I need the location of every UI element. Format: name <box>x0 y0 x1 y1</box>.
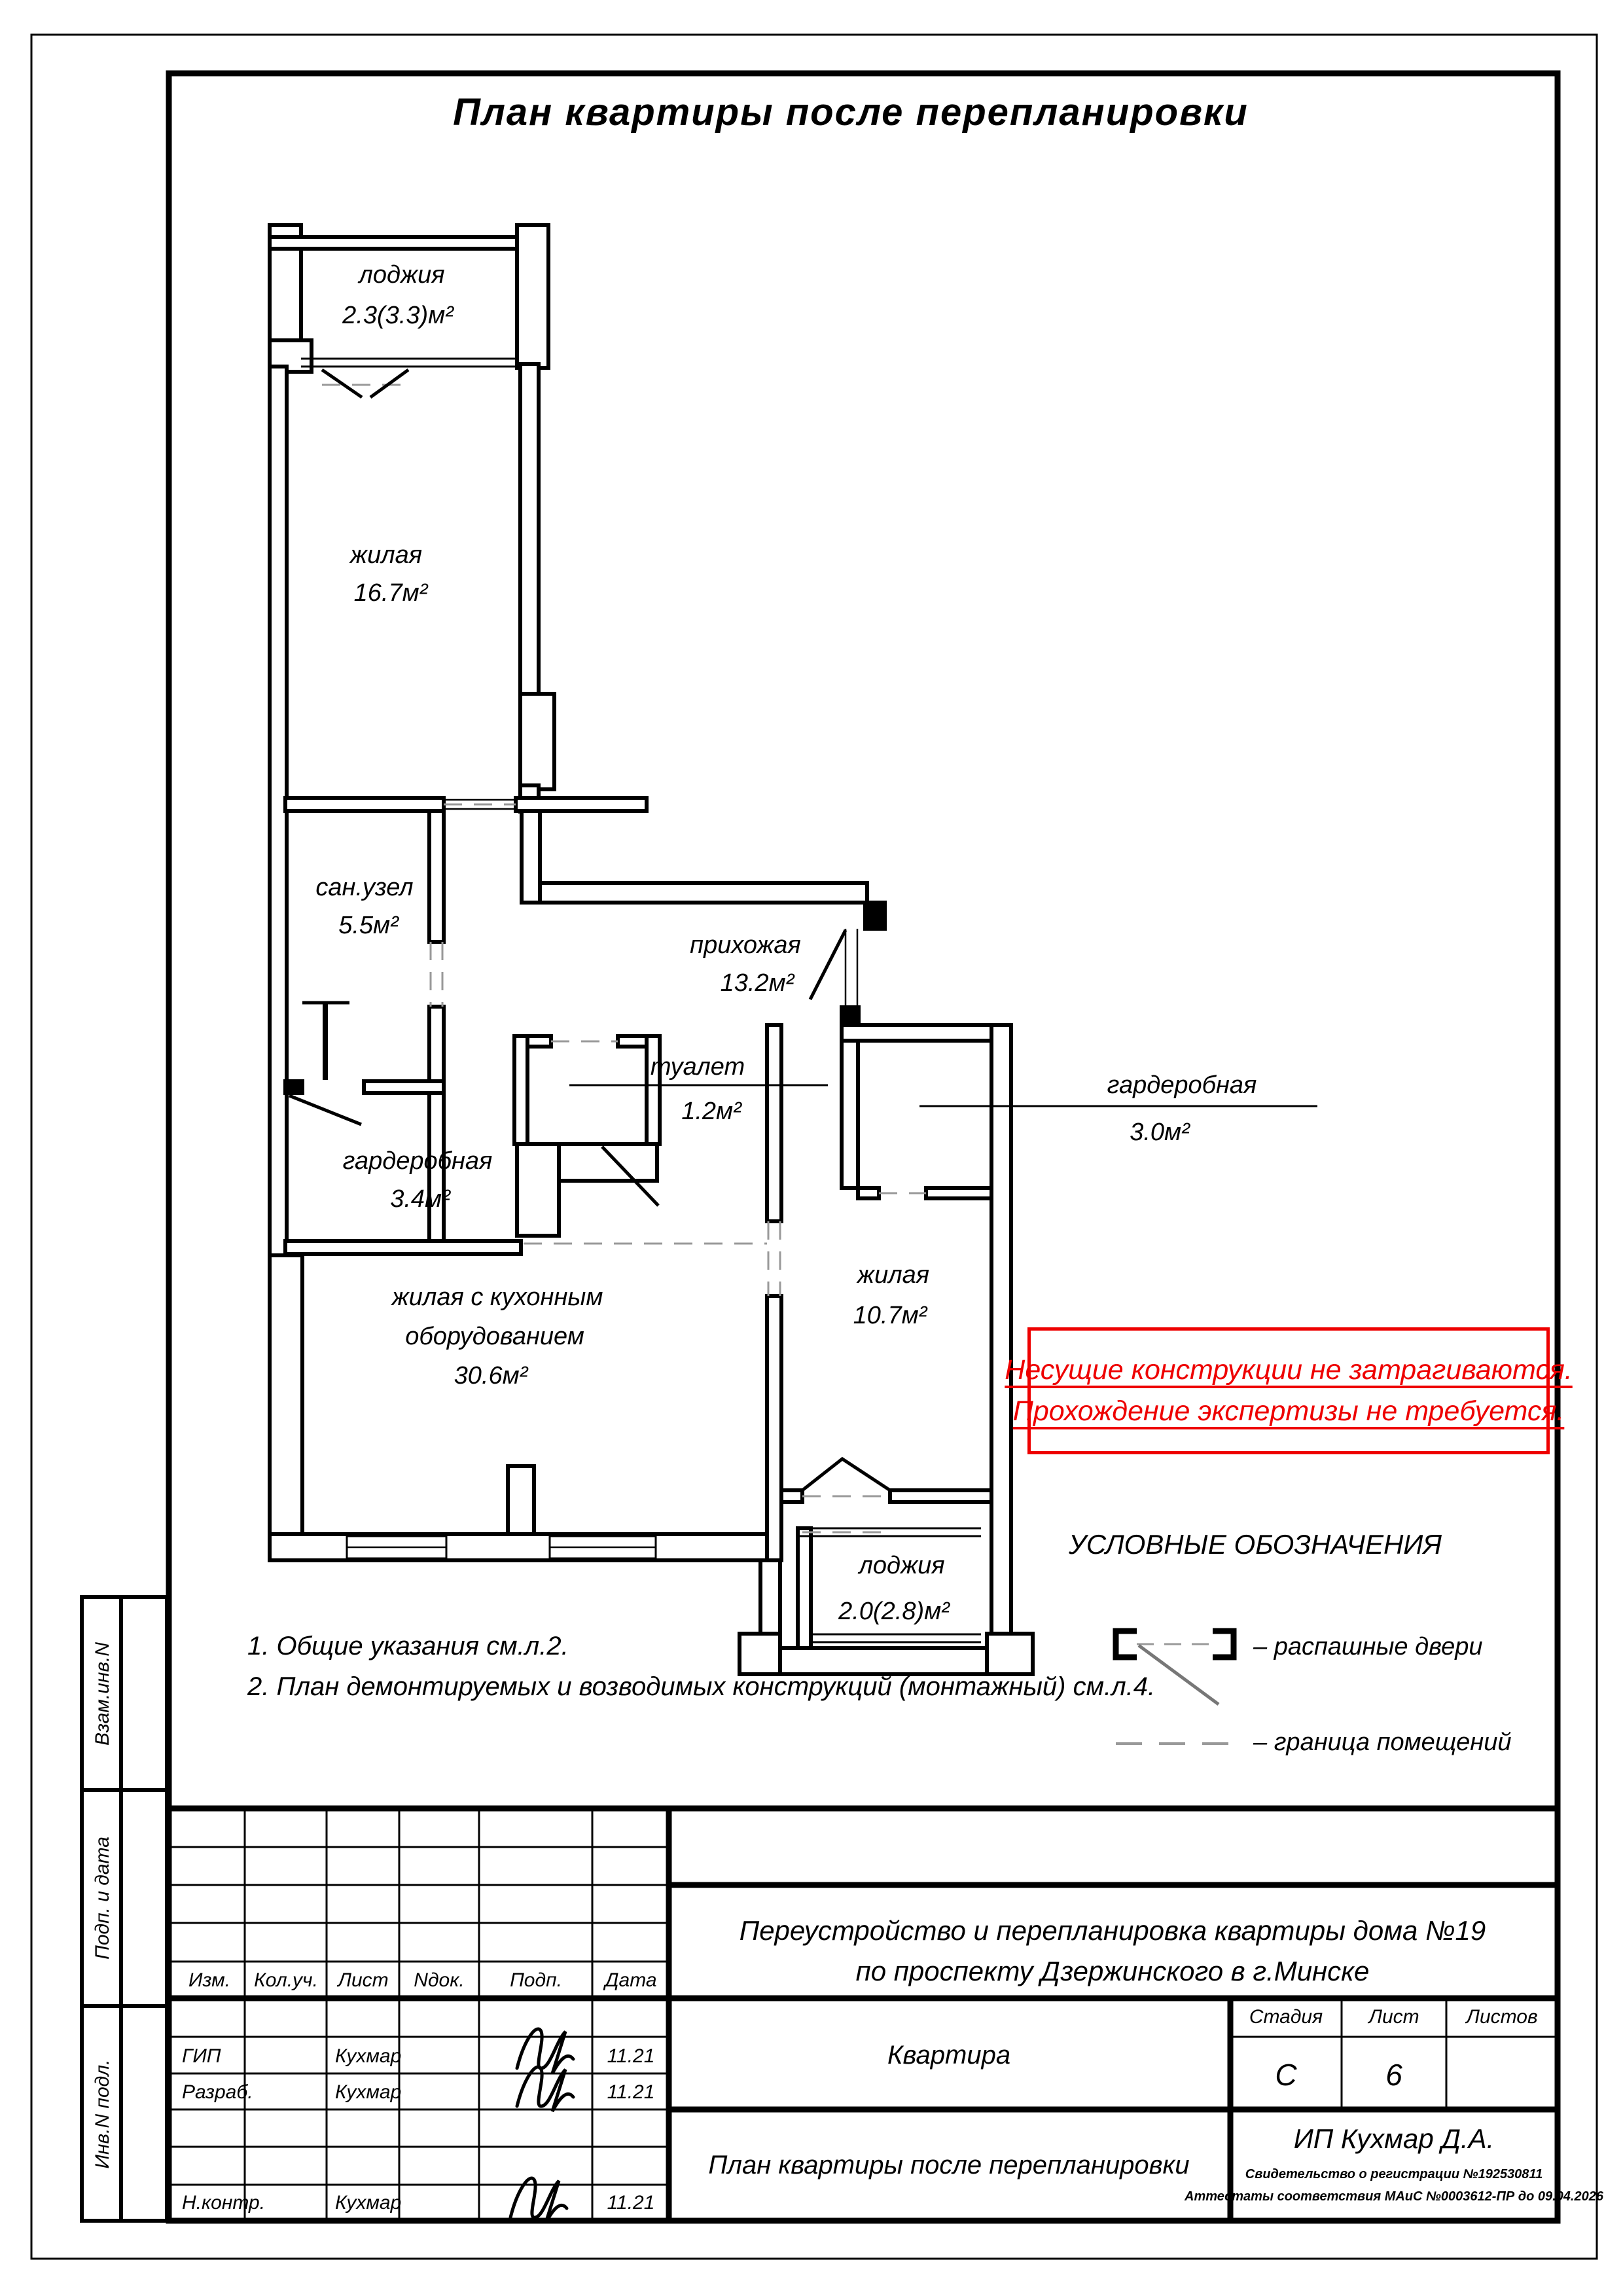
tb-date-razrab: 11.21 <box>607 2081 655 2103</box>
signatures <box>510 2029 573 2223</box>
room-label-wardrobe34: гардеробная <box>342 1147 493 1175</box>
wall <box>517 225 548 368</box>
room-label-kitchen-living-2: оборудованием <box>405 1323 584 1350</box>
wall <box>514 1036 527 1144</box>
wall <box>520 694 554 789</box>
duct <box>517 1144 559 1236</box>
legend-title: УСЛОВНЫЕ ОБОЗНАЧЕНИЯ <box>1069 1529 1442 1560</box>
room-area-bathroom: 5.5м² <box>338 912 399 939</box>
tb-name-razrab: Кухмар <box>335 2081 402 2103</box>
tb-name-nkontr: Кухмар <box>335 2192 402 2214</box>
tb-project-line2: по проспекту Дзержинского в г.Минске <box>855 1956 1370 1986</box>
tb-object: Квартира <box>887 2041 1011 2070</box>
tb-cert2: Аттестаты соответствия МАиС №0003612-ПР до 09.04.2026 <box>1185 2189 1603 2204</box>
room-label-living2: жилая <box>857 1261 930 1289</box>
room-label-hallway: прихожая <box>690 931 801 959</box>
note-2: 2. План демонтируемых и возводимых конструкций (монтажный) см.л.4. <box>247 1672 1156 1701</box>
room-area-loggia2: 2.0(2.8)м² <box>838 1598 950 1625</box>
wall <box>926 1188 991 1198</box>
room-area-wardrobe34: 3.4м² <box>390 1185 450 1213</box>
wall <box>767 1025 781 1221</box>
room-label-wc: туалет <box>650 1053 745 1081</box>
room-area-living1: 16.7м² <box>353 579 428 607</box>
sidebar-vzam-inv: Взам.инв.N <box>92 1641 113 1746</box>
balcony-door-leaf <box>370 370 408 397</box>
warning-line-1: Несущие конструкции не затрагиваются. <box>1005 1354 1573 1386</box>
tb-role-gip: ГИП <box>182 2045 221 2067</box>
tb-col-ndok: Nдок. <box>414 1969 465 1991</box>
room-area-hallway: 13.2м² <box>720 969 794 997</box>
room-label-living1: жилая <box>349 541 423 569</box>
wall <box>285 1241 521 1254</box>
wall <box>987 1634 1033 1674</box>
wall <box>890 1490 997 1502</box>
wall <box>991 1025 1011 1648</box>
door-jamb <box>285 1081 302 1093</box>
room-area-loggia1: 2.3(3.3)м² <box>342 302 454 329</box>
bathroom-fixture <box>302 1003 349 1080</box>
legend-doors-label: – распашные двери <box>1253 1633 1483 1660</box>
room-label-kitchen-living-1: жилая с кухонным <box>391 1283 603 1311</box>
warning-box <box>1005 1327 1573 1454</box>
tb-name-gip: Кухмар <box>335 2045 402 2067</box>
wall <box>647 1036 660 1144</box>
tb-doc-title: План квартиры после перепланировки <box>708 2151 1190 2179</box>
room-label-bathroom: сан.узел <box>315 874 414 901</box>
floor-plan-walls <box>270 225 1033 1674</box>
entrance-door-leaf <box>810 930 846 999</box>
balcony2-door-leaf <box>802 1459 890 1490</box>
signature-gip <box>517 2029 573 2073</box>
legend-boundary-label: – граница помещений <box>1253 1729 1512 1756</box>
column <box>508 1466 534 1534</box>
balcony-door-leaf <box>322 370 362 397</box>
wall <box>767 1296 781 1560</box>
sidebar-inv-podl: Инв.N подл. <box>92 2059 113 2169</box>
room-label-loggia2: лоджия <box>859 1552 945 1579</box>
wall <box>270 237 548 249</box>
wall <box>520 364 539 694</box>
tb-project-line1: Переустройство и перепланировка квартиры дома №19 <box>739 1915 1486 1946</box>
tb-sheet-label: Лист <box>1368 2006 1419 2028</box>
wall <box>270 1255 302 1534</box>
tb-col-data: Дата <box>605 1969 657 1991</box>
wall <box>522 811 540 903</box>
bathroom-door-leaf <box>289 1096 361 1124</box>
tb-date-nkontr: 11.21 <box>607 2192 655 2214</box>
note-1: 1. Общие указания см.л.2. <box>247 1632 569 1660</box>
page-title: План квартиры после перепланировки <box>453 91 1249 134</box>
tb-stage-value: С <box>1275 2058 1297 2092</box>
wall <box>858 1188 879 1198</box>
wall <box>740 1634 780 1674</box>
room-area-wardrobe30: 3.0м² <box>1130 1119 1190 1146</box>
wall <box>429 811 444 942</box>
wall <box>285 798 444 811</box>
duct <box>559 1144 657 1181</box>
tb-sheets-label: Листов <box>1466 2006 1538 2028</box>
tb-col-podp: Подп. <box>510 1969 562 1991</box>
door-jamb <box>865 903 885 929</box>
door-jamb <box>842 1007 859 1026</box>
room-area-kitchen-living: 30.6м² <box>454 1362 528 1390</box>
tb-company: ИП Кухмар Д.А. <box>1293 2123 1495 2154</box>
room-area-wc: 1.2м² <box>681 1098 741 1125</box>
wall <box>364 1081 444 1093</box>
wall <box>842 1041 858 1188</box>
tb-role-nkontr: Н.контр. <box>182 2192 266 2214</box>
sidebar-podp-data: Подп. и дата <box>92 1837 113 1960</box>
tb-col-koluch: Кол.уч. <box>254 1969 318 1991</box>
room-label-wardrobe30: гардеробная <box>1107 1071 1257 1099</box>
warning-line-2: Прохождение экспертизы не требуется. <box>1012 1395 1565 1427</box>
tb-stage-label: Стадия <box>1249 2006 1323 2028</box>
wall <box>798 1528 811 1648</box>
tb-col-list: Лист <box>338 1969 389 1991</box>
room-area-living2: 10.7м² <box>853 1302 927 1329</box>
tb-sheet-value: 6 <box>1385 2058 1402 2092</box>
wall <box>540 883 867 903</box>
wall <box>842 1025 1008 1041</box>
tb-role-razrab: Разраб. <box>182 2081 253 2103</box>
tb-date-gip: 11.21 <box>607 2045 655 2067</box>
wall <box>781 1490 802 1502</box>
room-label-loggia1: лоджия <box>359 261 445 289</box>
tb-col-izm: Изм. <box>188 1969 230 1991</box>
tb-cert1: Свидетельство о регистрации №192530811 <box>1245 2167 1543 2181</box>
